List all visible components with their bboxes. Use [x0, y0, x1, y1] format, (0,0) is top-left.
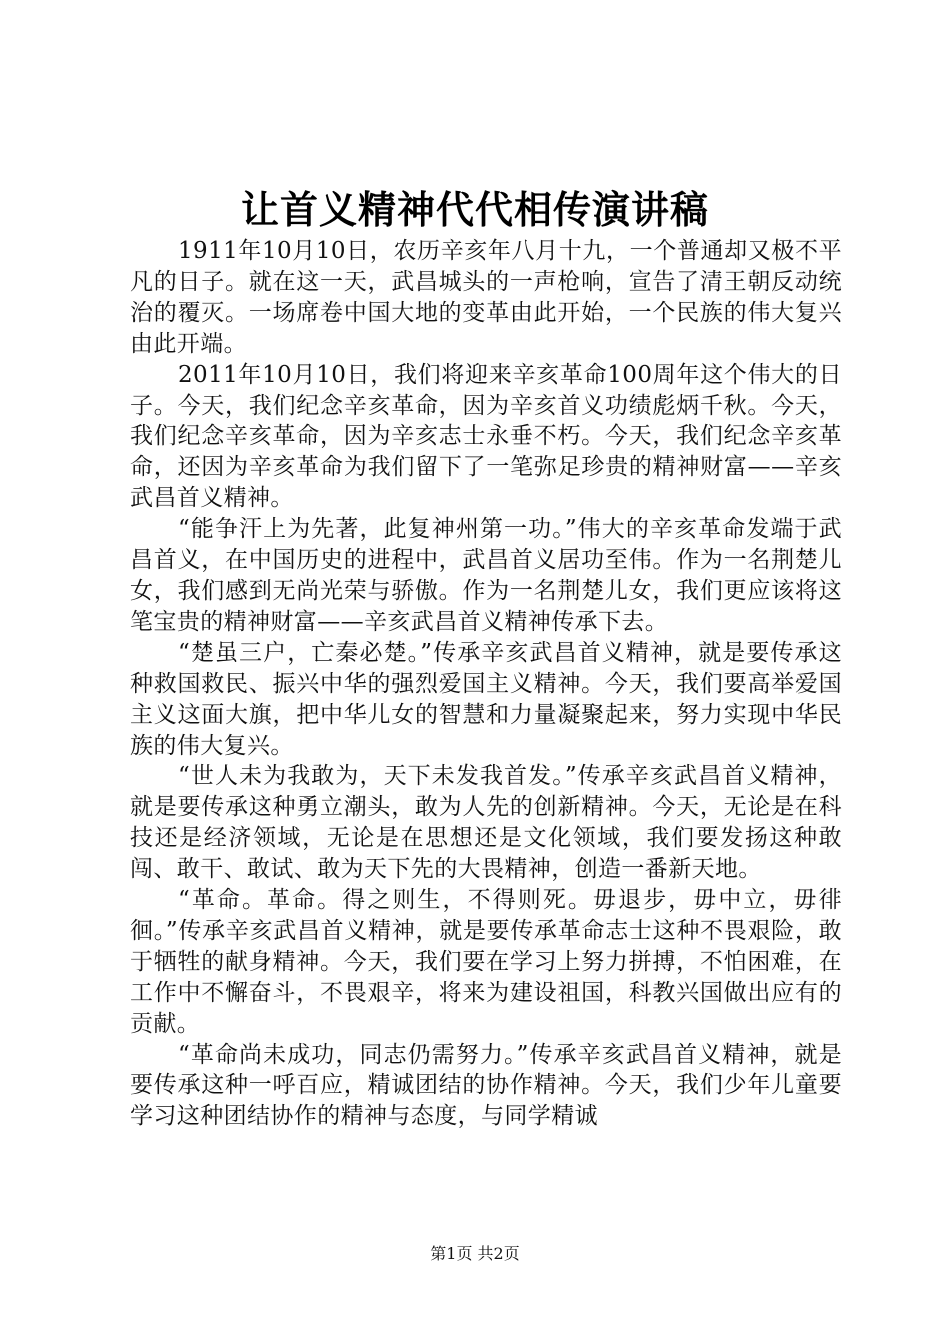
page-number-footer: 第1页 共2页	[430, 1244, 520, 1263]
document-body	[130, 236, 842, 1132]
paragraph-6: “革命。革命。得之则生，不得则死。毋退步，毋中立，毋徘徊。”传承辛亥武昌首义精神，就是要传承革命志士这种不畏艰险，敢于牺牲的献身精神。今天，我们要在学习上努力拼搏，不怕困难，在工作中不懈奋斗，不畏艰辛，将来为建设祖国，科教兴国做出应有的贡献。	[130, 887, 842, 1037]
document-title: 让首义精神代代相传演讲稿	[240, 187, 709, 232]
paragraph-4: “楚虽三户，亡秦必楚。”传承辛亥武昌首义精神，就是要传承这种救国救民、振兴中华的强烈爱国主义精神。今天，我们要高举爱国主义这面大旗，把中华儿女的智慧和力量凝聚起来，努力实现中华民族的伟大复兴。	[130, 639, 842, 759]
paragraph-3: “能争汗上为先著，此复神州第一功。”伟大的辛亥革命发端于武昌首义，在中国历史的进程中，武昌首义居功至伟。作为一名荆楚儿女，我们感到无尚光荣与骄傲。作为一名荆楚儿女，我们更应该将这笔宝贵的精神财富——辛亥武昌首义精神传承下去。	[130, 516, 842, 635]
paragraph-7: “革命尚未成功，同志仍需努力。”传承辛亥武昌首义精神，就是要传承这种一呼百应，精诚团结的协作精神。今天，我们少年儿童要学习这种团结协作的精神与态度，与同学精诚	[130, 1041, 842, 1130]
paragraph-2: 2011年10月10日，我们将迎来辛亥革命100周年这个伟大的日子。今天，我们纪念辛亥革命，因为辛亥首义功绩彪炳千秋。今天，我们纪念辛亥革命，因为辛亥志士永垂不朽。今天，我们纪念辛亥革命，还因为辛亥革命为我们留下了一笔弥足珍贵的精神财富——辛亥武昌首义精神。	[130, 361, 842, 512]
paragraph-5: “世人未为我敢为，天下未发我首发。”传承辛亥武昌首义精神，就是要传承这种勇立潮头，敢为人先的创新精神。今天，无论是在科技还是经济领域，无论是在思想还是文化领域，我们要发扬这种敢闯、敢干、敢试、敢为天下先的大畏精神，创造一番新天地。	[130, 763, 842, 883]
paragraph-1: 1911年10月10日，农历辛亥年八月十九，一个普通却又极不平凡的日子。就在这一天，武昌城头的一声枪响，宣告了清王朝反动统治的覆灭。一场席卷中国大地的变革由此开始，一个民族的伟大复兴由此开端。	[130, 238, 842, 357]
